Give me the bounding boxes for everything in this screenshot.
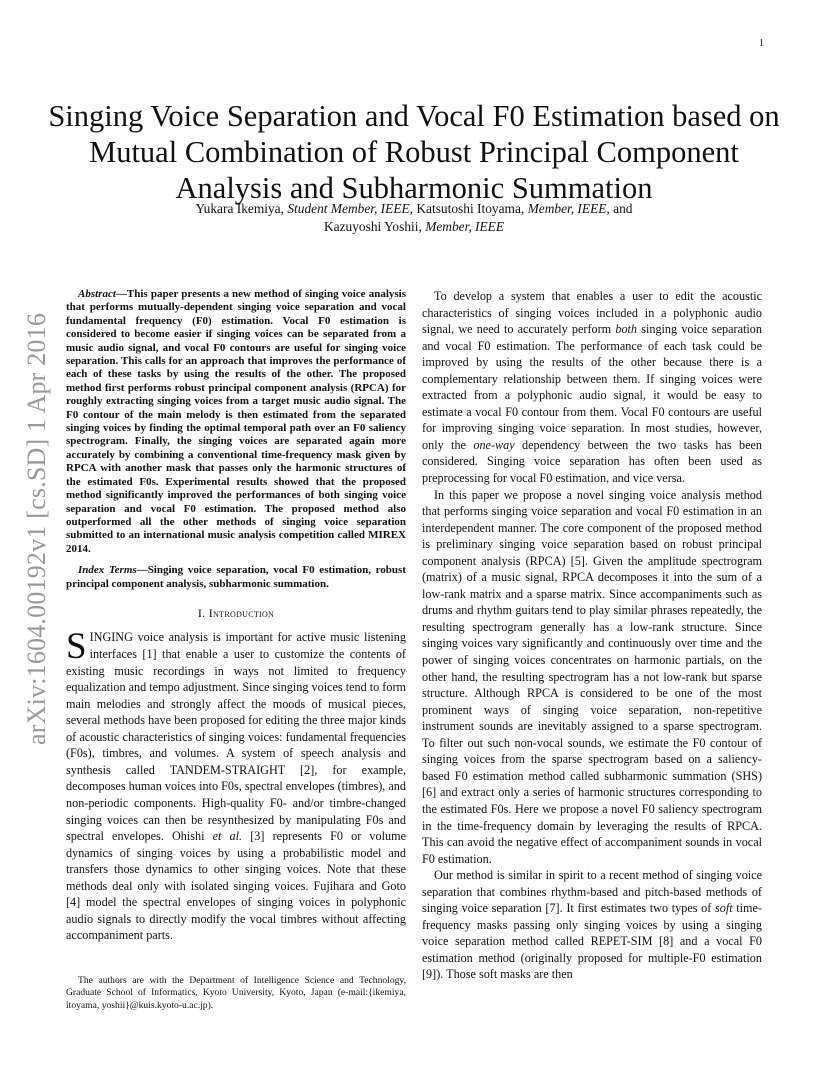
right-column [422,288,762,983]
author-name-3: Kazuyoshi Yoshii, [323,219,422,234]
intro-paragraph-1 [66,626,406,943]
abstract-label: Abstract [78,288,116,300]
left-column [66,288,406,944]
section-number: I. [197,605,206,620]
abstract-text: —This paper presents a new method of singing voice analysis that performs mutually-dependent singing voice separation and vocal fundamental frequency (F0) estimation. Vocal F0 estimation is considered to become easier if singing voices can be separated from a music audio signal, and vocal F0 contours are useful for singing voice separation. This calls for an approach that improves the performance of each of these tasks by using the results of the other. The proposed method first performs robust principal component analysis (RPCA) for roughly extracting singing voices from a target music audio signal. The F0 contour of the main melody is then estimated from the separated singing voices by finding the optimal temporal path over an F0 saliency spectrogram. Finally, the singing voices are separated again more accurately by combining a conventional time-frequency mask given by RPCA with another mask that passes only the harmonic structures of the estimated F0s. Experimental results showed that the proposed method significantly improved the performances of both singing voice separation and vocal F0 estimation. The proposed method also outperformed all the other methods of singing voice separation submitted to an international music analysis competition called MIREX 2014. [66,288,406,555]
right-p1-part-c: dependency between the two tasks has been considered. Singing voice separation has often been used as preprocessing for vocal F0 estimation, and vice versa. [422,437,762,486]
author-role-2: Member, IEEE, [527,201,610,216]
right-p1-part-b: singing voice separation and vocal F0 estimation. The performance of each task could be improved by using the results of the other because there is a complementary relationship between them. If singing voices were extracted from a polyphonic audio signal, it would be easy to estimate a vocal F0 contour from them. Vocal F0 contours are useful for improving singing voice separation. In most studies, however, only the [422,322,762,452]
right-p1-emphasis-2: one-way [473,437,515,452]
right-p1-part-a: To develop a system that enables a user to edit the acoustic characteristics of singing voices included in a polyphonic audio signal, we need to accurately perform [422,289,762,337]
intro-p1-part-b: [3] represents F0 or volume dynamics of singing voices by using a probabilistic model and transfers those dynamics to other singing voices. Note that these methods deal only with isolated singing voices. Fujihara and Goto [4] model the spectral envelopes of singing voices in polyphonic audio signals to directly modify the vocal timbres without affecting accompaniment parts. [66,829,406,943]
right-p1-emphasis-1: both [615,322,638,337]
author-and: and [613,201,633,216]
intro-p1-emphasis: et al. [212,829,243,844]
page-number: 1 [759,38,764,49]
intro-p1-part-a: INGING voice analysis is important for active music listening interfaces [1] that enable a user to customize the contents of existing music recordings in ways not limited to frequency equalization and tempo adjustment. Since singing voices tend to form main melodies and strongly affect the moods of musical pieces, several methods have been proposed for editing the three major kinds of acoustic characteristics of singing voices: fundamental frequencies (F0s), timbres, and volumes. A system of speech analysis and synthesis called TANDEM-STRAIGHT [2], for example, decomposes human voices into F0s, spectral envelopes (timbres), and non-periodic components. High-quality F0- and/or timbre-changed singing voices can then be resynthesized by manipulating F0s and spectral envelopes. Ohishi [66,630,406,844]
author-list [60,200,768,236]
footnote [66,975,406,1012]
author-name-2: Katsutoshi Itoyama, [416,201,525,216]
author-name-1: Yukara Ikemiya, [195,201,284,216]
right-p3-part-b: time-frequency masks passing only singing voices by using a singing voice separation method called REPET-SIM [8] and a vocal F0 estimation method (originally proposed for multiple-F0 estimation [9]). Those soft masks are then [422,901,762,982]
author-role-1: Student Member, IEEE, [287,201,414,216]
right-p3-emphasis: soft [714,901,733,916]
footnote-text: The authors are with the Department of Intelligence Science and Technology, Graduate School of Informatics, Kyoto University, Kyoto, Japan (e-mail:{ikemiya, itoyama, yoshii}@kuis.kyoto-u.ac.jp). [66,975,406,1011]
section-heading-introduction [66,605,406,622]
abstract [66,288,406,556]
arxiv-identifier-text[interactable]: arXiv:1604.00192v1 [cs.SD] 1 Apr 2016 [22,312,51,745]
index-terms [66,564,406,591]
section-title: Introduction [208,605,275,620]
drop-cap: S [66,626,87,668]
right-p3-part-a: Our method is similar in spirit to a recent method of singing voice separation that combines rhythm-based and pitch-based methods of singing voice separation [7]. It first estimates two types of [422,868,762,916]
paper-title: Singing Voice Separation and Vocal F0 Estimation based on Mutual Combination of Robust Principal Component Analysis and Subharmonic Summation [48,99,780,206]
arxiv-identifier-stamp[interactable] [22,265,52,745]
right-paragraph-1 [422,288,762,487]
index-terms-text: —Singing voice separation, vocal F0 estimation, robust principal component analysis, subharmonic summation. [66,564,406,590]
right-paragraph-3 [422,867,762,983]
right-paragraph-2: In this paper we propose a novel singing voice analysis method that performs singing voice separation and vocal F0 estimation in an interdependent manner. The core component of the proposed method is preliminary singing voice separation based on robust principal component analysis (RPCA) [5]. Given the amplitude spectrogram (matrix) of a music signal, RPCA decomposes it into the sum of a low-rank matrix and a sparse matrix. Since accompaniments such as drums and rhythm guitars tend to play similar phrases repeatedly, the resulting spectrogram generally has a low-rank structure. Since singing voices vary significantly and continuously over time and the power of singing voices concentrates on harmonic partials, on the other hand, the resulting spectrogram has a not low-rank but sparse structure. Although RPCA is considered to be one of the most prominent ways of singing voice separation, non-repetitive instrument sounds are inevitably assigned to a sparse spectrogram. To filter out such non-vocal sounds, we estimate the F0 contour of singing voices from the sparse spectrogram based on a saliency-based F0 estimation method called subharmonic summation (SHS) [6] and extract only a series of harmonic structures corresponding to the estimated F0s. Here we propose a novel F0 saliency spectrogram in the time-frequency domain by leveraging the results of RPCA. This can avoid the negative effect of accompaniment sounds in vocal F0 estimation. [422,487,762,866]
author-role-3: Member, IEEE [425,219,505,234]
index-terms-label: Index Terms [78,564,137,577]
